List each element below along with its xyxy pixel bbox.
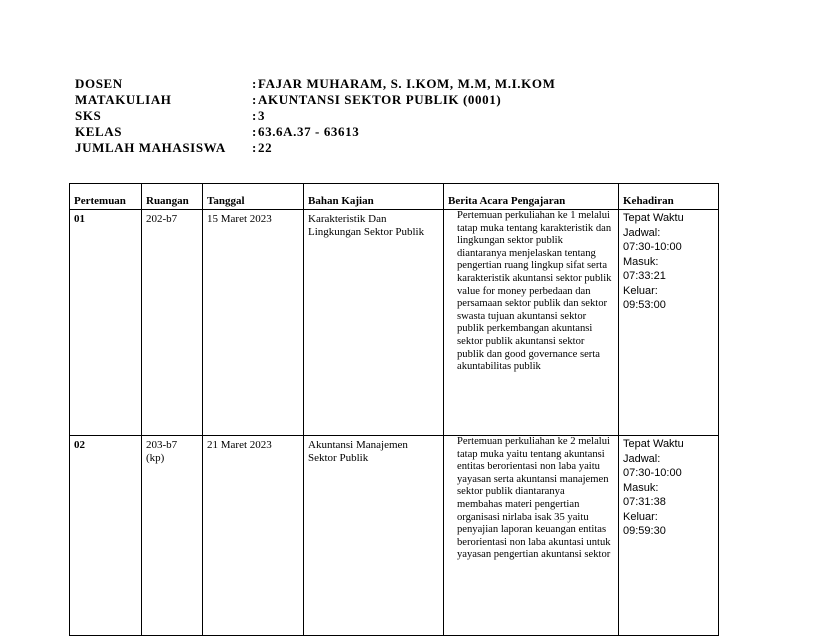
sks-row xyxy=(75,108,555,124)
kehadiran-cell xyxy=(619,436,719,636)
jadwal-value: 07:30-10:00 xyxy=(623,467,682,479)
kehadiran-status: Tepat Waktu xyxy=(623,212,684,224)
teaching-journal-table xyxy=(69,183,719,636)
ruangan-cell: 203-b7 (kp) xyxy=(142,436,203,636)
header-ruangan: Ruangan xyxy=(142,184,203,210)
jumlah-mahasiswa-row xyxy=(75,140,555,156)
header-kehadiran: Kehadiran xyxy=(619,184,719,210)
header-tanggal: Tanggal xyxy=(203,184,304,210)
sks-label: SKS xyxy=(75,108,102,123)
header-berita-acara: Berita Acara Pengajaran xyxy=(444,184,619,210)
matakuliah-row xyxy=(75,92,555,108)
bahan-kajian-cell: Karakteristik Dan Lingkungan Sektor Publik xyxy=(304,210,444,436)
header-pertemuan: Pertemuan xyxy=(70,184,142,210)
dosen-label: DOSEN xyxy=(75,76,123,91)
ruangan-cell: 202-b7 xyxy=(142,210,203,436)
berita-acara-cell: Pertemuan perkuliahan ke 1 melalui tatap muka tentang karakteristik dan lingkungan sektor publik diantaranya menjelaskan tentang pengertian ruang lingkup sifat serta karakteristik akuntansi sektor publik value for money perbedaan dan persamaan sektor publik dan sektor swasta tujuan akuntansi sektor publik perkembangan akuntansi sektor publik akuntansi sektor publik dan good governance serta akuntabilitas publik xyxy=(444,210,619,436)
jumlah-mahasiswa-separator: : xyxy=(252,140,257,155)
tanggal-cell: 21 Maret 2023 xyxy=(203,436,304,636)
matakuliah-separator: : xyxy=(252,92,257,107)
masuk-value: 07:33:21 xyxy=(623,270,666,282)
table-row xyxy=(70,210,719,436)
sks-value: 3 xyxy=(258,108,266,123)
kelas-value: 63.6A.37 - 63613 xyxy=(258,124,360,139)
keluar-label: Keluar: xyxy=(623,510,658,523)
kelas-separator: : xyxy=(252,124,257,139)
keluar-value: 09:53:00 xyxy=(623,299,666,311)
kehadiran-cell xyxy=(619,210,719,436)
dosen-row xyxy=(75,76,555,92)
dosen-separator: : xyxy=(252,76,257,91)
kelas-row xyxy=(75,124,555,140)
pertemuan-cell: 01 xyxy=(70,210,142,436)
masuk-value: 07:31:38 xyxy=(623,496,666,508)
kelas-label: KELAS xyxy=(75,124,123,139)
keluar-label: Keluar: xyxy=(623,284,658,297)
pertemuan-cell: 02 xyxy=(70,436,142,636)
table-header-row xyxy=(70,184,719,210)
jadwal-label: Jadwal: xyxy=(623,452,661,465)
berita-acara-cell: Pertemuan perkuliahan ke 2 melalui tatap muka yaitu tentang akuntansi entitas berorientasi non laba yaitu yayasan serta akuntansi manajemen sektor publik diantaranya membahas materi pengertian organisasi nirlaba isak 35 yaitu penyajian laporan keuangan entitas berorientasi non laba akuntasi untuk yayasan pengertian akuntansi sektor xyxy=(444,436,619,636)
table-row xyxy=(70,436,719,636)
dosen-value: FAJAR MUHARAM, S. I.KOM, M.M, M.I.KOM xyxy=(258,76,556,91)
jumlah-mahasiswa-value: 22 xyxy=(258,140,273,155)
keluar-value: 09:59:30 xyxy=(623,525,666,537)
masuk-label: Masuk: xyxy=(623,255,659,268)
matakuliah-value: AKUNTANSI SEKTOR PUBLIK (0001) xyxy=(258,92,502,107)
header-bahan-kajian: Bahan Kajian xyxy=(304,184,444,210)
course-info-header xyxy=(75,76,555,156)
bahan-kajian-cell: Akuntansi Manajemen Sektor Publik xyxy=(304,436,444,636)
matakuliah-label: MATAKULIAH xyxy=(75,92,172,107)
jadwal-label: Jadwal: xyxy=(623,226,661,239)
jadwal-value: 07:30-10:00 xyxy=(623,241,682,253)
kehadiran-status: Tepat Waktu xyxy=(623,438,684,450)
masuk-label: Masuk: xyxy=(623,481,659,494)
sks-separator: : xyxy=(252,108,257,123)
jumlah-mahasiswa-label: JUMLAH MAHASISWA xyxy=(75,140,226,155)
tanggal-cell: 15 Maret 2023 xyxy=(203,210,304,436)
